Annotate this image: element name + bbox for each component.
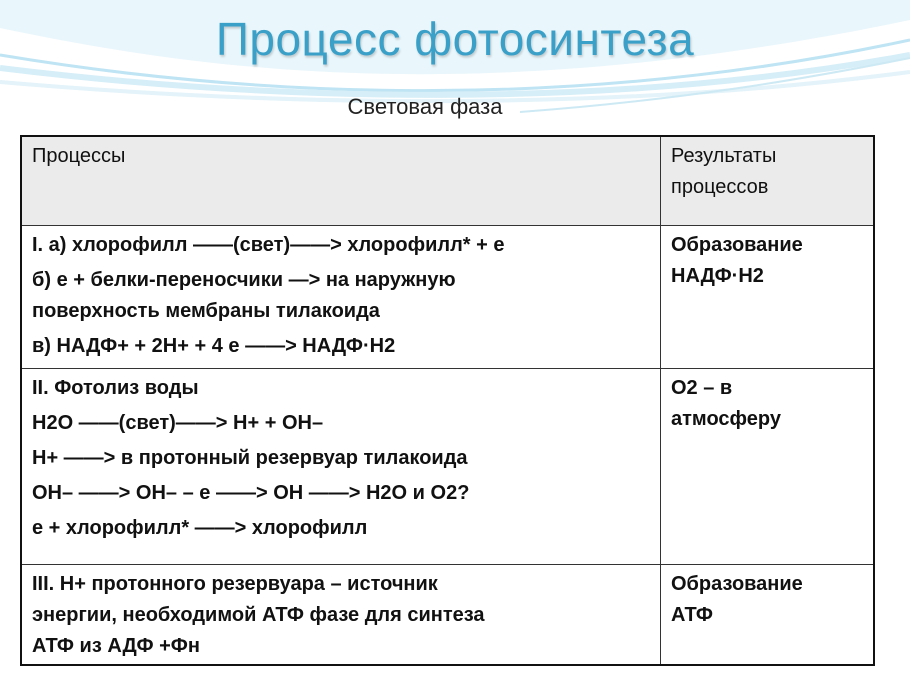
row3-processes xyxy=(21,565,661,666)
row1-result-line1: Образование xyxy=(671,234,803,256)
header-processes-label: Процессы xyxy=(32,145,126,167)
row2-line: ОН– ——> ОН– – е ——> ОН ——> Н2О и О2? xyxy=(32,482,470,504)
row1-line: в) НАДФ+ + 2Н+ + 4 е ——> НАДФ·Н2 xyxy=(32,335,396,357)
row3-line: энергии, необходимой АТФ фазе для синтеза xyxy=(32,604,485,626)
row2-line: II. Фотолиз воды xyxy=(32,377,199,399)
table-row xyxy=(21,369,874,565)
page-subtitle: Световая фаза xyxy=(347,94,503,119)
row2-result xyxy=(661,369,875,565)
row2-line: Н2О ——(свет)——> Н+ + ОН– xyxy=(32,412,324,434)
table-row xyxy=(21,565,874,666)
table-row xyxy=(21,226,874,369)
header-results xyxy=(661,136,875,226)
row2-processes xyxy=(21,369,661,565)
row2-result-line1: О2 – в xyxy=(671,377,733,399)
row3-line: III. Н+ протонного резервуара – источник xyxy=(32,573,438,595)
row2-line: Н+ ——> в протонный резервуар тилакоида xyxy=(32,447,468,469)
row3-result-line1: Образование xyxy=(671,573,803,595)
row1-result xyxy=(661,226,875,369)
row1-line: I. а) хлорофилл ——(свет)——> хлорофилл* + е xyxy=(32,234,505,256)
row3-line: АТФ из АДФ +Фн xyxy=(32,635,200,657)
process-table xyxy=(20,135,875,666)
header-processes xyxy=(21,136,661,226)
header-results-line1: Результаты xyxy=(671,145,777,167)
row3-result-line2: АТФ xyxy=(671,604,713,626)
row1-result-line2: НАДФ·Н2 xyxy=(671,265,764,287)
row1-line: поверхность мембраны тилакоида xyxy=(32,300,380,322)
row3-result xyxy=(661,565,875,666)
header-results-line2: процессов xyxy=(671,176,769,198)
table-header-row xyxy=(21,136,874,226)
row2-line: е + хлорофилл* ——> хлорофилл xyxy=(32,517,368,539)
row1-line: б) е + белки-переносчики —> на наружную xyxy=(32,269,456,291)
page-title: Процесс фотосинтеза xyxy=(215,13,695,65)
row1-processes xyxy=(21,226,661,369)
row2-result-line2: атмосферу xyxy=(671,408,781,430)
